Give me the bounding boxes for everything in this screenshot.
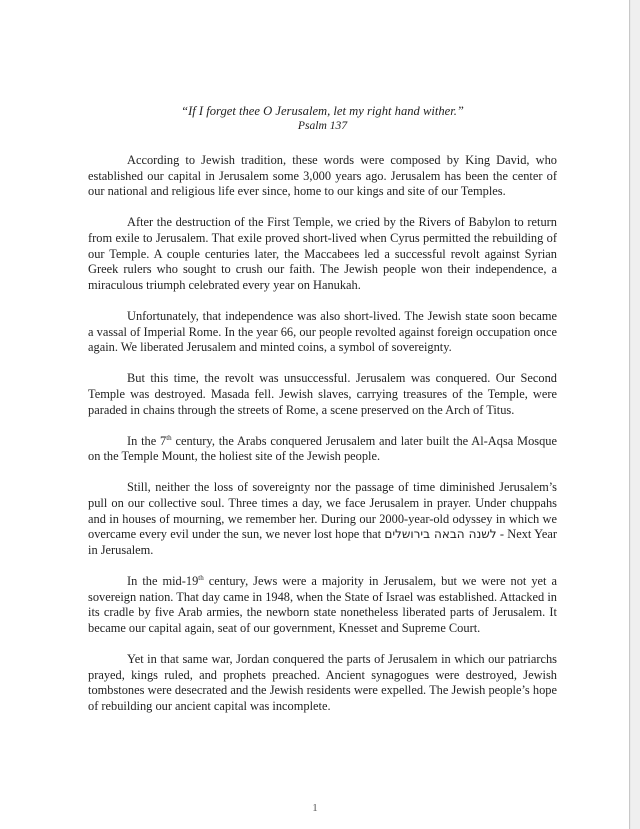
paragraph-4: But this time, the revolt was unsuccessful. Jerusalem was conquered. Our Second Temple was destroyed. Masada fell. Jewish slaves, carrying treasures of the Temple, were paraded in chains through the streets of Rome, a scene preserved on the Arch of Titus.	[88, 371, 557, 417]
paragraph-8: Yet in that same war, Jordan conquered the parts of Jerusalem in which our patriarchs prayed, kings ruled, and prophets preached. Ancient synagogues were destroyed, Jewish tombstones were desecrated and the Jewish residents were expelled. The Jewish people’s hope of rebuilding our ancient capital was incomplete.	[88, 652, 557, 713]
ordinal-suffix: th	[198, 574, 204, 583]
paragraph-5-text-end: century, the Arabs conquered Jerusalem and later built the Al-Aqsa Mosque on the Temple Mount, the holiest site of the Jewish people.	[88, 433, 557, 464]
ordinal-suffix: th	[166, 433, 172, 442]
page-number: 1	[312, 802, 318, 814]
paragraph-6	[88, 480, 557, 558]
epigraph-citation: Psalm 137	[297, 119, 348, 132]
paragraph-6-translation: - Next Year in Jerusalem.	[88, 527, 557, 557]
paragraph-7-text-start: In the mid-19	[127, 574, 199, 589]
paragraph-2: After the destruction of the First Temple, we cried by the Rivers of Babylon to return from exile to Jerusalem. That exile proved short-lived when Cyrus permitted the rebuilding of our Temple. A couple centuries later, the Maccabees led a successful revolt against Syrian Greek rulers who sought to crush our faith. The Jewish people won their independence, a miraculous triumph celebrated every year on Hanukah.	[88, 215, 557, 292]
paragraph-7	[88, 574, 557, 636]
hebrew-phrase: לשנה הבאה בירושלים	[384, 527, 497, 542]
document-body	[88, 104, 557, 730]
paragraph-6-text: Still, neither the loss of sovereignty nor the passage of time diminished Jerusalem’s pull on our collective soul. Three times a day, we face Jerusalem in prayer. Under chuppahs and in houses of mourning, we remember her. During our 2000-year-old odyssey in which we overcame every evil under the sun, we never lost hope that	[88, 480, 557, 542]
scrollbar-track[interactable]	[631, 0, 640, 829]
epigraph-quote: “If I forget thee O Jerusalem, let my right hand wither.”	[181, 104, 464, 118]
paragraph-5	[88, 434, 557, 465]
paragraph-7-text-end: century, Jews were a majority in Jerusalem, but we were not yet a sovereign nation. That day came in 1948, when the State of Israel was established. Attacked in its cradle by five Arab armies, the newborn state nonetheless liberated parts of Jerusalem. It became our capital again, seat of our government, Knesset and Supreme Court.	[88, 574, 557, 635]
paragraph-3: Unfortunately, that independence was also short-lived. The Jewish state soon became a vassal of Imperial Rome. In the year 66, our people revolted against foreign occupation once again. We liberated Jerusalem and minted coins, a symbol of sovereignty.	[88, 308, 557, 355]
paragraph-1: According to Jewish tradition, these words were composed by King David, who established our capital in Jerusalem some 3,000 years ago. Jerusalem has been the center of our national and religious life ever since, home to our kings and site of our Temples.	[88, 153, 557, 199]
paragraph-5-text-start: In the 7	[127, 433, 167, 448]
epigraph	[88, 104, 557, 132]
